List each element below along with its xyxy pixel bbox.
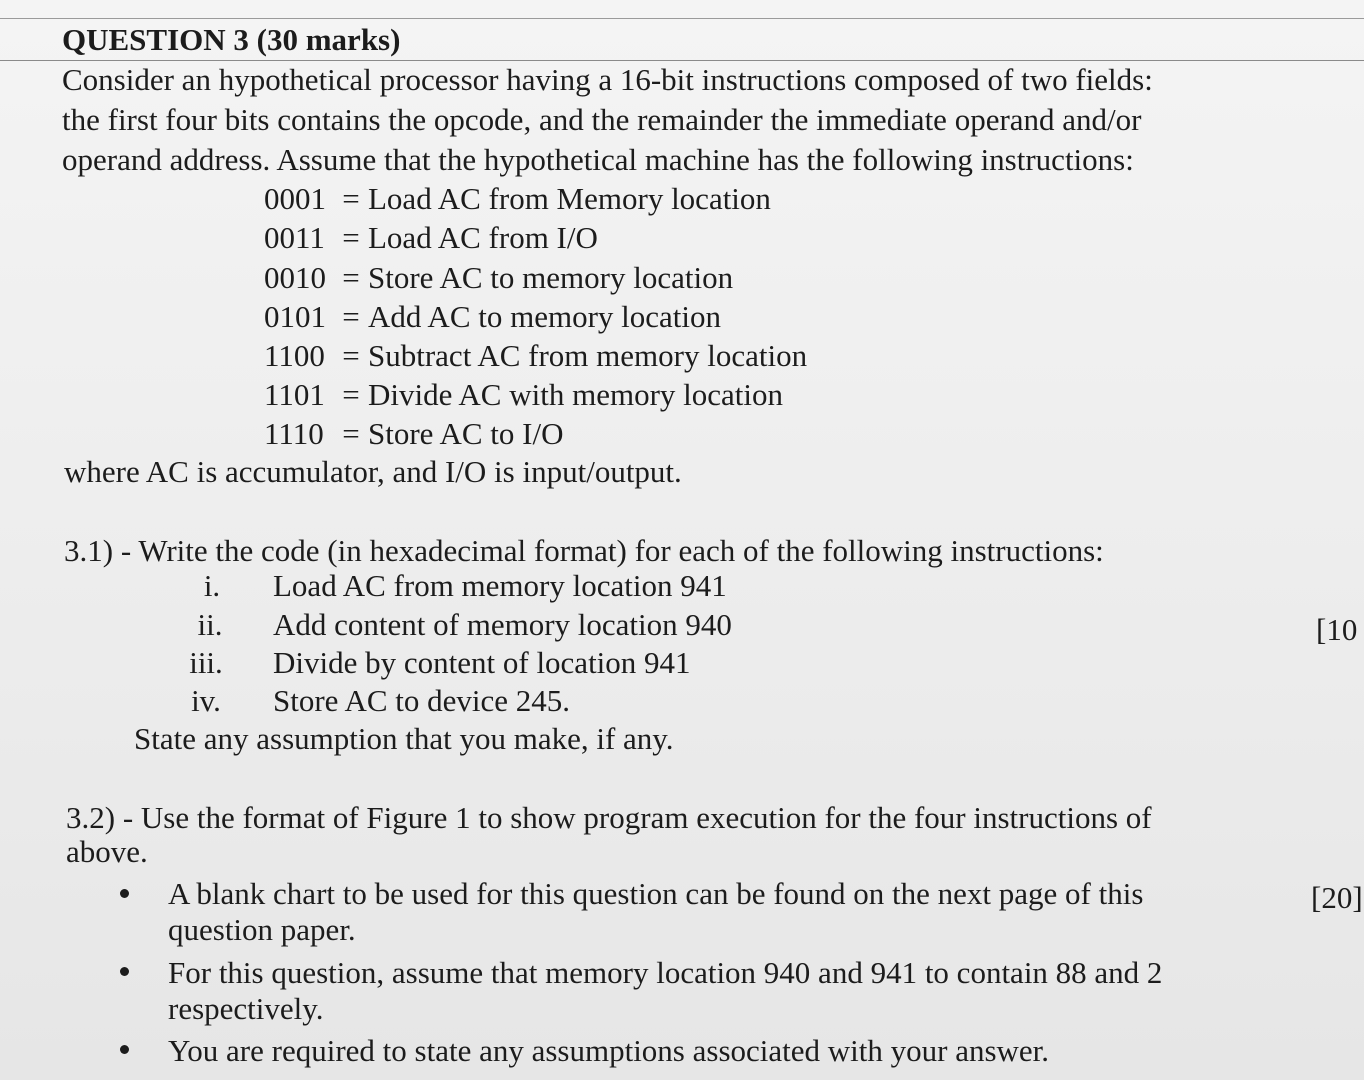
intro-line-3: operand address. Assume that the hypothetical machine has the following instructions: (62, 142, 1134, 177)
opcode-description: Store AC to I/O (368, 416, 564, 451)
instruction-row (264, 181, 771, 217)
intro-line-2: the first four bits contains the opcode, and the remainder the immediate operand and/or (62, 102, 1142, 137)
list-item-text: Load AC from memory location 941 (273, 568, 727, 603)
equals-sign: = (342, 377, 360, 412)
part1-assumption: State any assumption that you make, if any. (134, 721, 674, 756)
list-numeral: iii. (189, 645, 223, 680)
bullet-icon (120, 889, 129, 898)
list-numeral: i. (203, 568, 221, 603)
question-title: QUESTION 3 (30 marks) (62, 22, 401, 57)
title-underline (0, 60, 1364, 61)
instruction-row (264, 260, 733, 296)
equals-sign: = (342, 416, 360, 451)
equals-sign: = (342, 338, 360, 373)
bullet-icon (120, 967, 129, 976)
opcode-description: Subtract AC from memory location (368, 338, 808, 373)
bullet-icon (120, 1045, 129, 1054)
part2-marks: [20] (1311, 880, 1363, 915)
instruction-row (264, 416, 563, 452)
part2-heading-line-1: 3.2) - Use the format of Figure 1 to show program execution for the four instructions of (66, 800, 1152, 835)
instruction-row (264, 338, 807, 374)
top-rule (0, 18, 1364, 19)
list-numeral: iv. (191, 683, 221, 718)
bullet-line-1: You are required to state any assumptions associated with your answer. (168, 1033, 1050, 1068)
opcode: 1100 (264, 338, 325, 373)
intro-line-1: Consider an hypothetical processor having a 16-bit instructions composed of two fields: (62, 62, 1153, 97)
opcode: 0010 (264, 260, 326, 295)
opcode-description: Store AC to memory location (368, 260, 734, 295)
list-item-text: Store AC to device 245. (273, 683, 571, 718)
bullet-line-2: question paper. (168, 912, 356, 947)
equals-sign: = (342, 220, 360, 255)
equals-sign: = (342, 181, 360, 216)
opcode-description: Add AC to memory location (368, 299, 722, 334)
bullet-line-1: For this question, assume that memory location 940 and 941 to contain 88 and 2 (168, 955, 1163, 990)
list-numeral: ii. (197, 607, 223, 642)
part2-heading-line-2: above. (66, 834, 148, 869)
opcode-description: Divide AC with memory location (368, 377, 784, 412)
part1-marks: [10 (1316, 612, 1358, 647)
list-item-text: Add content of memory location 940 (273, 607, 732, 642)
opcode: 1110 (264, 416, 324, 451)
definition-line: where AC is accumulator, and I/O is input/output. (64, 454, 682, 489)
equals-sign: = (342, 260, 360, 295)
instruction-row (264, 377, 783, 413)
instruction-row (264, 299, 721, 335)
bullet-line-2: respectively. (168, 991, 324, 1026)
bullet-line-1: A blank chart to be used for this question can be found on the next page of this (168, 876, 1144, 911)
instruction-row (264, 220, 598, 256)
opcode-description: Load AC from Memory location (368, 181, 771, 216)
part1-heading: 3.1) - Write the code (in hexadecimal format) for each of the following instructions: (64, 533, 1104, 568)
opcode-description: Load AC from I/O (368, 220, 598, 255)
opcode: 0001 (264, 181, 326, 216)
opcode: 0011 (264, 220, 325, 255)
list-item-text: Divide by content of location 941 (273, 645, 691, 680)
opcode: 0101 (264, 299, 326, 334)
opcode: 1101 (264, 377, 325, 412)
equals-sign: = (342, 299, 360, 334)
